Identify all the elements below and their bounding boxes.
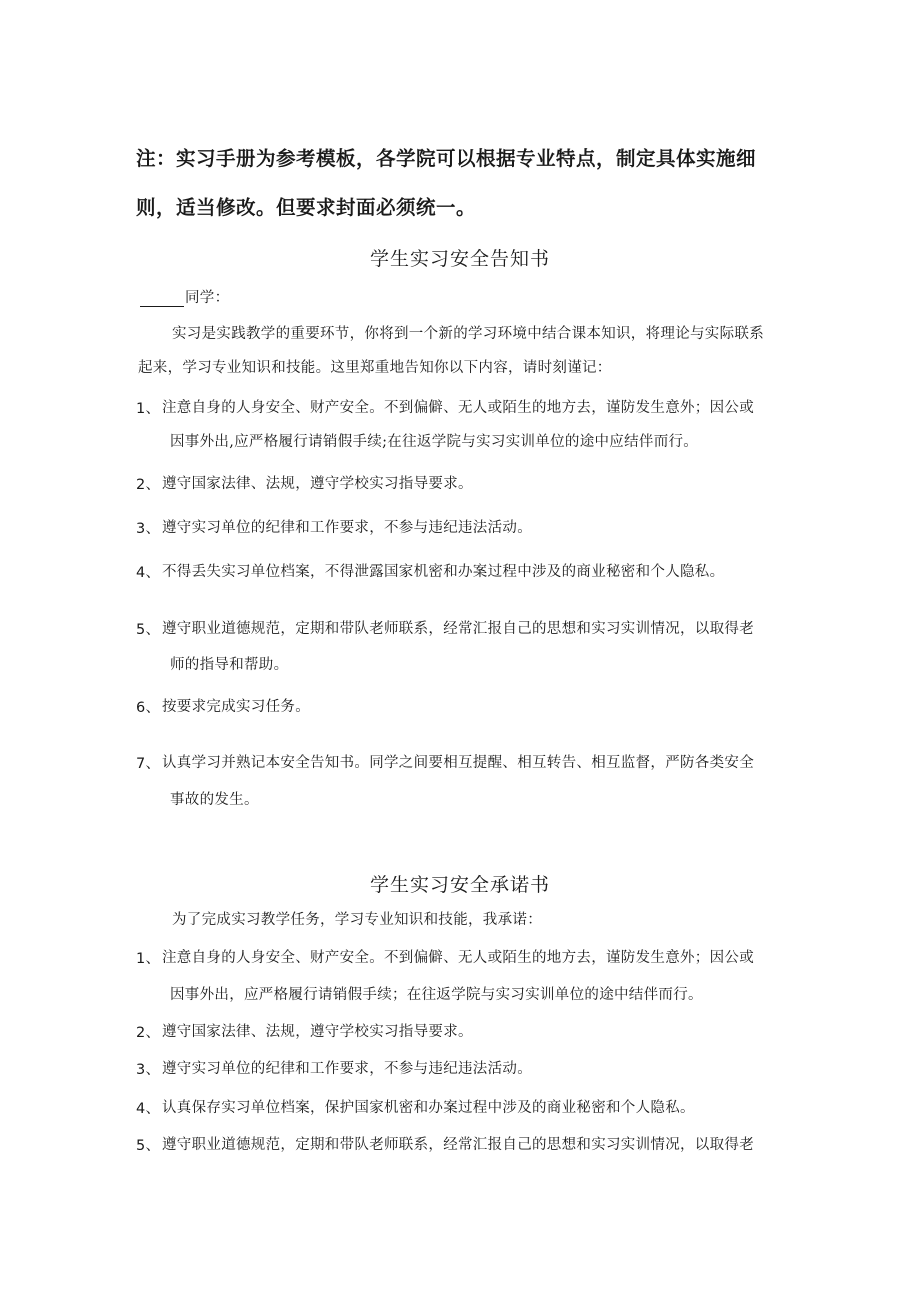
notice-item-5-number: 5、 — [136, 622, 161, 638]
notice-title: 学生实习安全告知书 — [369, 248, 550, 270]
pledge-item-1-number: 1、 — [136, 951, 161, 967]
pledge-item-1-line-1: 注意自身的人身安全、财产安全。不到偏僻、无人或陌生的地方去，谨防发生意外；因公或 — [162, 950, 754, 966]
notice-item-2-number: 2、 — [136, 477, 161, 493]
notice-intro-line-2: 起来，学习专业知识和技能。这里郑重地告知你以下内容，请时刻谨记： — [138, 360, 612, 376]
template-note — [136, 134, 796, 232]
notice-item-6-number: 6、 — [136, 700, 161, 716]
notice-item-3-number: 3、 — [136, 521, 161, 537]
pledge-item-4-number: 4、 — [136, 1101, 161, 1117]
notice-salutation-label: 同学： — [185, 290, 230, 306]
notice-item-6-line-1: 按要求完成实习任务。 — [162, 699, 310, 715]
pledge-item-5-number: 5、 — [136, 1138, 161, 1154]
notice-item-4-line-1: 不得丢失实习单位档案，不得泄露国家机密和办案过程中涉及的商业秘密和个人隐私。 — [162, 564, 725, 580]
pledge-item-1-line-2: 因事外出，应严格履行请销假手续；在往返学院与实习实训单位的途中结伴而行。 — [170, 987, 703, 1003]
notice-item-4-number: 4、 — [136, 565, 161, 581]
template-note-line-2: 则，适当修改。但要求封面必须统一。 — [136, 196, 477, 219]
notice-item-3-line-1: 遵守实习单位的纪律和工作要求，不参与违纪违法活动。 — [162, 520, 532, 536]
notice-item-2-line-1: 遵守国家法律、法规，遵守学校实习指导要求。 — [162, 476, 473, 492]
pledge-item-3-line-1: 遵守实习单位的纪律和工作要求，不参与违纪违法活动。 — [162, 1061, 532, 1077]
notice-item-1-number: 1、 — [136, 401, 161, 417]
notice-item-7-line-2: 事故的发生。 — [170, 792, 259, 808]
pledge-intro: 为了完成实习教学任务，学习专业知识和技能，我承诺： — [172, 912, 542, 928]
pledge-item-4-line-1: 认真保存实习单位档案，保护国家机密和办案过程中涉及的商业秘密和个人隐私。 — [162, 1100, 695, 1116]
pledge-item-2-number: 2、 — [136, 1025, 161, 1041]
notice-item-5-line-1: 遵守职业道德规范，定期和带队老师联系，经常汇报自己的思想和实习实训情况，以取得老 — [162, 621, 754, 637]
notice-salutation — [140, 286, 229, 307]
pledge-title: 学生实习安全承诺书 — [369, 874, 550, 896]
notice-item-1-line-1: 注意自身的人身安全、财产安全。不到偏僻、无人或陌生的地方去，谨防发生意外；因公或 — [162, 400, 754, 416]
notice-item-1-line-2: 因事外出,应严格履行请销假手续;在往返学院与实习实训单位的途中应结伴而行。 — [170, 434, 699, 450]
notice-item-7-number: 7、 — [136, 756, 161, 772]
notice-intro-line-1: 实习是实践教学的重要环节，你将到一个新的学习环境中结合课本知识，将理论与实际联系 — [172, 326, 764, 342]
name-blank — [140, 292, 184, 307]
template-note-line-1: 注：实习手册为参考模板，各学院可以根据专业特点，制定具体实施细 — [136, 147, 757, 170]
pledge-item-5-line-1: 遵守职业道德规范，定期和带队老师联系，经常汇报自己的思想和实习实训情况，以取得老 — [162, 1137, 754, 1153]
pledge-item-3-number: 3、 — [136, 1062, 161, 1078]
notice-item-7-line-1: 认真学习并熟记本安全告知书。同学之间要相互提醒、相互转告、相互监督，严防各类安全 — [162, 755, 754, 771]
pledge-item-2-line-1: 遵守国家法律、法规，遵守学校实习指导要求。 — [162, 1024, 473, 1040]
notice-item-5-line-2: 师的指导和帮助。 — [170, 657, 289, 673]
